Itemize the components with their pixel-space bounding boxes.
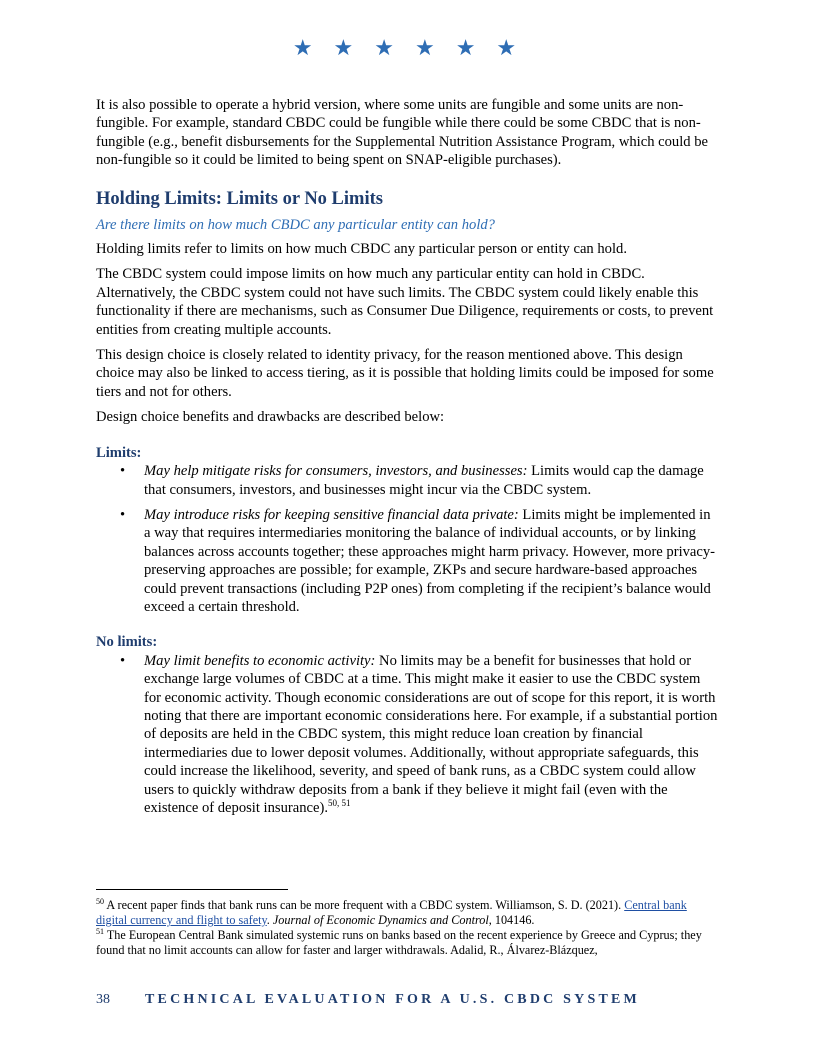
limits-list xyxy=(96,462,720,616)
item-lead: May limit benefits to economic activity: xyxy=(144,652,376,669)
item-text: Limits might be implemented in a way that requires intermediaries monitoring the balance of individual accounts, or by linking balances across accounts together; these approaches might harm privacy. However, more privacy-preserving approaches are possible; for example, ZKPs and secure hardware-based approaches could prevent transactions (including P2P ones) from completing if the recipient’s balance would exceed a certain threshold. xyxy=(144,506,716,615)
no-limits-heading: No limits: xyxy=(96,634,158,651)
footnote-link[interactable]: Central bank digital currency and flight to safety xyxy=(96,898,687,927)
section-title: Holding Limits: Limits or No Limits xyxy=(96,188,383,209)
section-question: Are there limits on how much CBDC any particular entity can hold? xyxy=(96,216,495,233)
list-item xyxy=(120,462,720,499)
section-paragraph: Holding limits refer to limits on how much CBDC any particular person or entity can hold. xyxy=(96,241,627,258)
limits-heading: Limits: xyxy=(96,444,142,461)
footnote-number: 51 xyxy=(96,926,104,936)
footnote-51 xyxy=(96,928,720,958)
footnote-text: . xyxy=(266,913,273,927)
item-text: No limits may be a benefit for businesses that hold or exchange large volumes of CBDC at a time. This might make it easier to use the CBDC system for economic activity. Though economic considerations are out of scope for this report, it is worth noting that there are important economic considerations here. For example, if a substantial portion of deposits are held in the CBDC system, this might reduce loan creation by financial intermediaries due to lower deposit volumes. Additionally, without appropriate safeguards, this could increase the likelihood, severity, and speed of bank runs, as a CBDC system could allow users to quickly withdraw deposits from a bank if they believe it might fail (even with the existence of deposit insurance). xyxy=(144,652,718,816)
item-lead: May introduce risks for keeping sensitive financial data private: xyxy=(144,506,519,523)
footnote-text: The European Central Bank simulated systemic runs on banks based on the recent experience by Greece and Cyprus; they found that no limit accounts can allow for faster and larger withdrawals. Adalid, R., Álvarez-Blázquez, xyxy=(96,928,702,957)
journal-name: Journal of Economic Dynamics and Control xyxy=(272,913,489,927)
section-paragraph: The CBDC system could impose limits on how much any particular entity can hold in CBDC. Alternatively, the CBDC system could not have such limits. The CBDC system could likely enable this functionality if there are mechanisms, such as Consumer Due Diligence, requirements or costs, to prevent entities from creating multiple accounts. xyxy=(96,266,714,338)
header-stars-icon: ★ ★ ★ ★ ★ ★ xyxy=(292,36,524,61)
item-text: Limits would cap the damage that consumers, investors, and businesses might incur via the CBDC system. xyxy=(144,463,704,498)
page-body xyxy=(96,96,720,824)
footnote-ref[interactable]: 50, 51 xyxy=(327,798,351,809)
footnote-number: 50 xyxy=(96,896,104,906)
footer-title: TECHNICAL EVALUATION FOR A U.S. CBDC SYSTEM xyxy=(145,992,640,1007)
page-footer xyxy=(96,991,640,1009)
footnote-text: A recent paper finds that bank runs can be more frequent with a CBDC system. Williamson, S. D. (2021). xyxy=(104,898,625,912)
bullet-icon: • xyxy=(120,652,126,669)
bullet-icon: • xyxy=(120,506,126,523)
footnote-text: , 104146. xyxy=(488,913,535,927)
page-number: 38 xyxy=(96,992,110,1007)
section-paragraph: Design choice benefits and drawbacks are described below: xyxy=(96,409,445,426)
footnote-divider xyxy=(96,889,288,890)
item-lead: May help mitigate risks for consumers, investors, and businesses: xyxy=(144,463,528,480)
footnote-50 xyxy=(96,898,720,928)
section-paragraph: This design choice is closely related to identity privacy, for the reason mentioned above. This design choice may also be linked to access tiering, as it is possible that holding limits could be imposed for some tiers and not for others. xyxy=(96,347,714,400)
list-item xyxy=(120,506,720,616)
intro-paragraph: It is also possible to operate a hybrid version, where some units are fungible and some units are non-fungible. For example, standard CBDC could be fungible while there could be some CBDC that is non-fungible (e.g., benefit disbursements for the Supplemental Nutrition Assistance Program, which could be non-fungible so it could be limited to being spent on SNAP-eligible purchases). xyxy=(96,97,708,169)
list-item xyxy=(120,652,720,818)
no-limits-list xyxy=(96,652,720,818)
footnotes xyxy=(96,898,720,958)
bullet-icon: • xyxy=(120,463,126,480)
